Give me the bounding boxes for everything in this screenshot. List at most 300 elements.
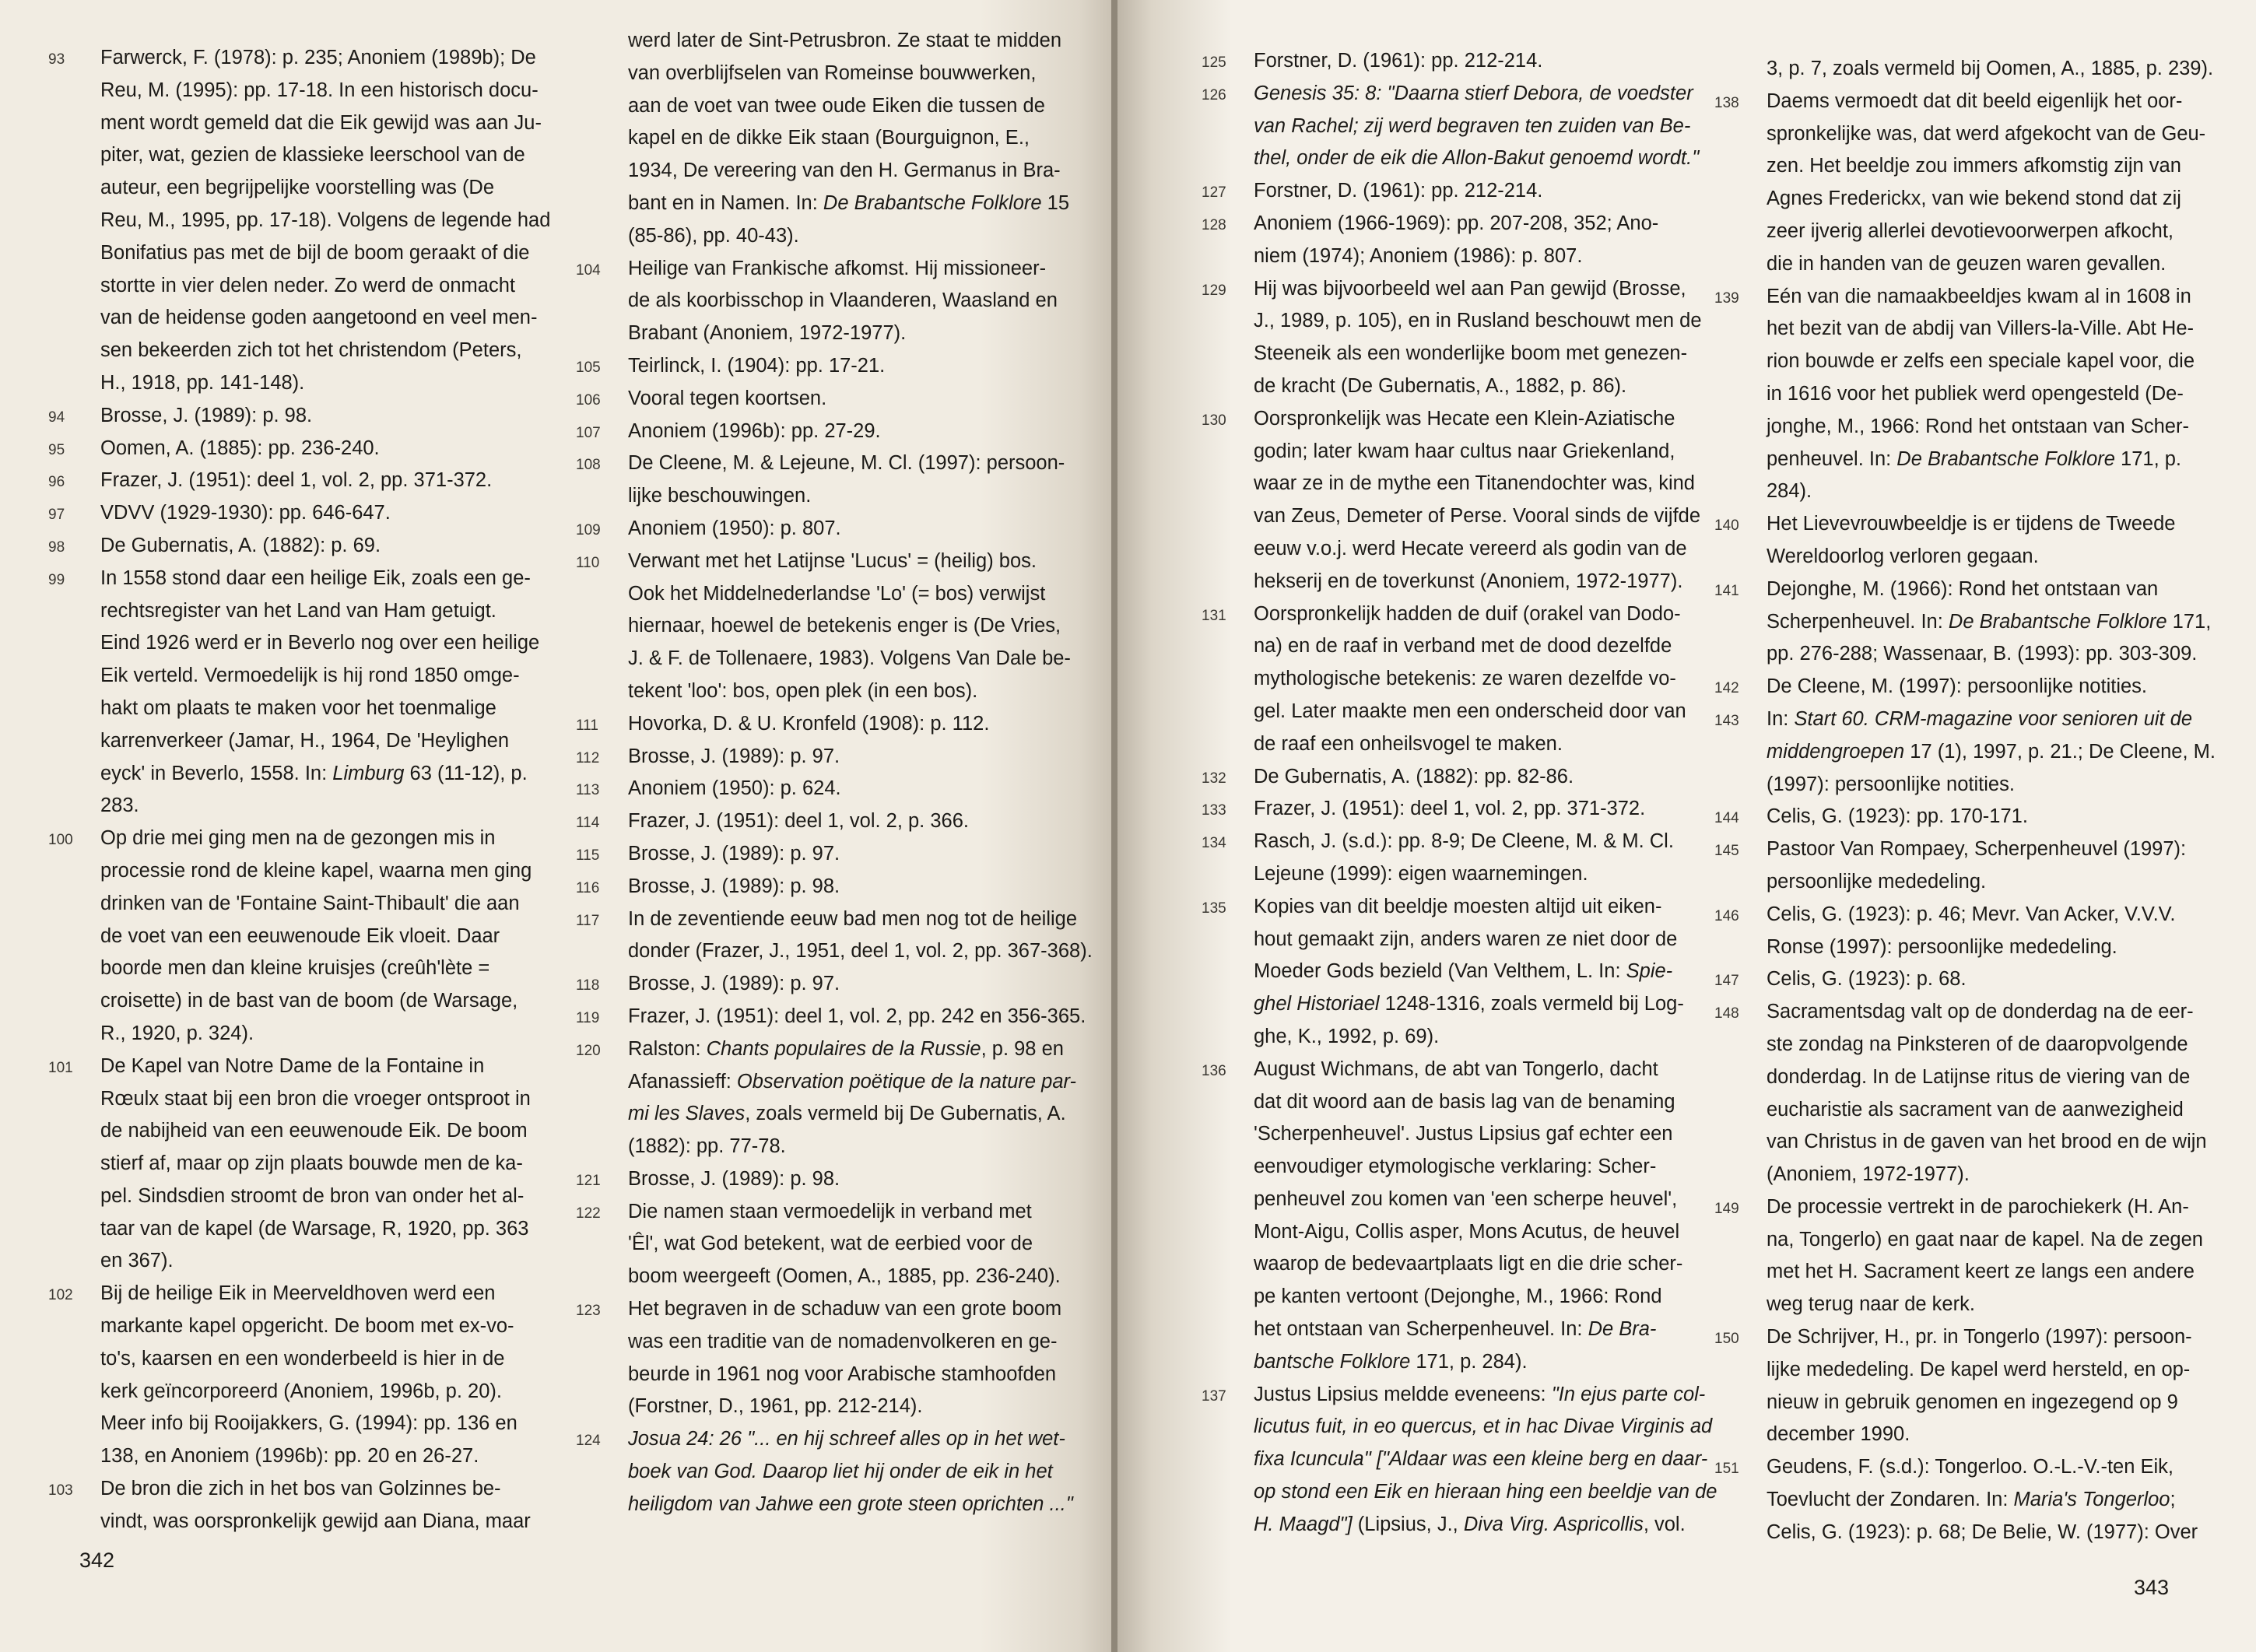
footnote-line: dat dit woord aan de basis lag van de benaming bbox=[1254, 1090, 1675, 1113]
footnote-line: Forstner, D. (1961): pp. 212-214. bbox=[1254, 50, 1543, 72]
footnote bbox=[576, 741, 1058, 773]
footnote-line: Scherpenheuvel. In: De Brabantsche Folklore 171, bbox=[1767, 610, 2212, 633]
footnote-line: De processie vertrekt in de parochiekerk (H. An- bbox=[1767, 1195, 2189, 1218]
footnote-text bbox=[628, 968, 1058, 1001]
footnote-line: stortte in vier delen neder. Zo werd de onmacht bbox=[100, 274, 515, 296]
footnote-line: Sacramentsdag valt op de donderdag na de eer- bbox=[1767, 1001, 2194, 1023]
footnote bbox=[1714, 899, 2189, 964]
footnote-line: donderdag. In de Latijnse ritus de viering van de bbox=[1767, 1065, 2191, 1088]
footnote bbox=[1202, 826, 1700, 891]
footnote-line: Genesis 35: 8: "Daarna stierf Debora, de voedster bbox=[1254, 82, 1693, 104]
footnote-line: mythologische betekenis: ze waren dezelfde vo- bbox=[1254, 668, 1676, 690]
footnote-text bbox=[628, 1423, 1073, 1520]
footnote bbox=[576, 1423, 1073, 1520]
footnote-line: pe kanten vertoont (Dejonghe, M., 1966: Rond bbox=[1254, 1285, 1662, 1308]
footnote-line: gel. Later maakte men een onderscheid door van bbox=[1254, 700, 1686, 722]
footnote bbox=[1714, 508, 2189, 573]
footnote-line: van overblijfselen van Romeinse bouwwerken, bbox=[628, 61, 1037, 84]
footnote bbox=[576, 513, 1058, 545]
footnote-line: Celis, G. (1923): p. 68. bbox=[1767, 968, 1967, 991]
footnote-line: kapel en de dikke Eik staan (Bourguignon, E., bbox=[628, 127, 1030, 149]
left-column-1 bbox=[48, 42, 551, 1538]
footnote-line: Eik verteld. Vermoedelijk is hij rond 1850 omge- bbox=[100, 665, 520, 687]
footnote bbox=[1202, 175, 1700, 208]
footnote-text bbox=[1254, 403, 1700, 598]
footnote-line: aan de voet van twee oude Eiken die tussen de bbox=[628, 94, 1045, 117]
footnote-text bbox=[628, 1001, 1086, 1033]
footnote-number: 111 bbox=[576, 717, 598, 734]
footnote-line: Lejeune (1999): eigen waarnemingen. bbox=[1254, 862, 1588, 885]
footnote-text bbox=[1254, 793, 1700, 826]
footnote-line: J., 1989, p. 105), en in Rusland beschouwt men de bbox=[1254, 310, 1702, 332]
footnote bbox=[576, 1293, 1062, 1423]
footnote-text bbox=[100, 563, 539, 822]
footnote-text bbox=[628, 1196, 1061, 1293]
footnote-line: Reu, M., 1995, pp. 17-18). Volgens de legende had bbox=[100, 209, 551, 231]
footnote-line: lijke mededeling. De kapel werd hersteld, en op- bbox=[1767, 1358, 2191, 1380]
footnote bbox=[1714, 801, 2189, 833]
footnote-line: de voet van een eeuwenoude Eik vloeit. Daar bbox=[100, 924, 500, 947]
footnote-line: De bron die zich in het bos van Golzinnes be- bbox=[100, 1478, 501, 1500]
footnote-line: De Gubernatis, A. (1882): p. 69. bbox=[100, 534, 381, 556]
footnote-line: processie rond de kleine kapel, waarna men ging bbox=[100, 859, 532, 882]
footnote-line: to's, kaarsen en een wonderbeeld is hier in de bbox=[100, 1347, 505, 1370]
footnote-line: 138, en Anoniem (1996b): pp. 20 en 26-27. bbox=[100, 1445, 479, 1468]
footnote-text bbox=[628, 903, 1093, 969]
footnote-line: Brosse, J. (1989): p. 98. bbox=[628, 875, 840, 897]
footnote-text bbox=[100, 1050, 539, 1278]
footnote-line: Frazer, J. (1951): deel 1, vol. 2, p. 366. bbox=[628, 810, 969, 833]
footnote bbox=[1714, 573, 2212, 671]
footnote-line: boom weergeeft (Oomen, A., 1885, pp. 236-240). bbox=[628, 1265, 1061, 1288]
footnote-line: penheuvel. In: De Brabantsche Folklore 171, p. bbox=[1767, 447, 2182, 470]
footnote bbox=[48, 497, 539, 530]
footnote-line: lijke beschouwingen. bbox=[628, 485, 812, 507]
footnote-line: J. & F. de Tollenaere, 1983). Volgens Van Dale be- bbox=[628, 647, 1071, 670]
footnote-line: die in handen van de geuzen waren gevallen. bbox=[1767, 252, 2167, 275]
footnote-text bbox=[628, 253, 1058, 350]
footnote bbox=[1202, 1054, 1700, 1379]
footnote-line: Heilige van Frankische afkomst. Hij missioneer- bbox=[628, 257, 1047, 279]
footnote-line: Frazer, J. (1951): deel 1, vol. 2, pp. 242 en 356-365. bbox=[628, 1005, 1086, 1027]
page-number-left: 342 bbox=[79, 1549, 115, 1572]
footnote-line: Brosse, J. (1989): p. 97. bbox=[628, 842, 840, 865]
footnote-line: Op drie mei ging men na de gezongen mis in bbox=[100, 827, 496, 850]
footnote bbox=[1714, 1191, 2203, 1321]
footnote-number: 135 bbox=[1202, 900, 1226, 917]
footnote-text bbox=[1767, 1451, 2198, 1549]
footnote-line: Hij was bijvoorbeeld wel aan Pan gewijd (Brosse, bbox=[1254, 277, 1686, 300]
footnote-line: fixa Icuncula" ["Aldaar was een kleine berg en daar- bbox=[1254, 1448, 1708, 1471]
footnote-line: werd later de Sint-Petrusbron. Ze staat te midden bbox=[628, 30, 1062, 51]
footnote-line: Kopies van dit beeldje moesten altijd uit eiken- bbox=[1254, 895, 1662, 917]
footnote-line: Anoniem (1966-1969): pp. 207-208, 352; Ano- bbox=[1254, 212, 1659, 234]
footnote-text bbox=[1767, 53, 2214, 86]
footnote-text bbox=[100, 433, 539, 465]
footnote-text bbox=[628, 741, 1058, 773]
footnote-line: thel, onder de eik die Allon-Bakut genoemd wordt." bbox=[1254, 147, 1700, 170]
footnote-line: hekserij en de toverkunst (Anoniem, 1972-1977). bbox=[1254, 570, 1683, 592]
footnote-number: 138 bbox=[1714, 94, 1739, 111]
footnote-line: 3, p. 7, zoals vermeld bij Oomen, A., 1885, p. 239). bbox=[1767, 58, 2214, 79]
footnote-text bbox=[628, 513, 1058, 545]
footnote-line: Dejonghe, M. (1966): Rond het ontstaan van bbox=[1767, 577, 2159, 600]
footnote-line: Frazer, J. (1951): deel 1, vol. 2, pp. 371-372. bbox=[1254, 798, 1646, 820]
footnote bbox=[576, 871, 1058, 903]
footnote-text bbox=[628, 25, 1069, 253]
footnote-line: Vooral tegen koortsen. bbox=[628, 387, 827, 409]
footnote bbox=[1714, 963, 2189, 996]
footnote-text bbox=[628, 545, 1071, 708]
footnote bbox=[48, 822, 539, 1050]
footnote-line: op stond een Eik en hieraan hing een beeldje van de bbox=[1254, 1481, 1717, 1503]
footnote bbox=[576, 1196, 1061, 1293]
footnote bbox=[1714, 86, 2206, 281]
footnote-line: van Christus in de gaven van het brood en de wijn bbox=[1767, 1131, 2207, 1153]
footnote-line: drinken van de 'Fontaine Saint-Thibault' die aan bbox=[100, 892, 520, 914]
footnote-text bbox=[628, 1033, 1077, 1163]
footnote-line: van de heidense goden aangetoond en veel men- bbox=[100, 307, 538, 329]
footnote-number: 113 bbox=[576, 782, 600, 799]
footnote-line: Anoniem (1950): p. 807. bbox=[628, 517, 841, 539]
footnote-line: Brosse, J. (1989): p. 97. bbox=[628, 973, 840, 995]
footnote-line: De Gubernatis, A. (1882): pp. 82-86. bbox=[1254, 765, 1574, 787]
footnote-line: (Forstner, D., 1961, pp. 212-214). bbox=[628, 1395, 923, 1418]
footnote-number: 119 bbox=[576, 1009, 600, 1026]
footnote-line: met het H. Sacrament keert ze langs een andere bbox=[1767, 1261, 2195, 1283]
footnote-line: weg terug naar de kerk. bbox=[1767, 1293, 1975, 1316]
footnote-number: 106 bbox=[576, 391, 601, 409]
footnote bbox=[576, 416, 1058, 448]
footnote-text bbox=[1254, 208, 1700, 273]
footnote-line: R., 1920, p. 324). bbox=[100, 1022, 254, 1044]
footnote-line: Bonifatius pas met de bijl de boom geraakt of die bbox=[100, 241, 530, 264]
footnote-line: de kracht (De Gubernatis, A., 1882, p. 86). bbox=[1254, 374, 1627, 397]
footnote bbox=[576, 1033, 1077, 1163]
footnote bbox=[1202, 761, 1700, 794]
footnote-number: 134 bbox=[1202, 835, 1226, 852]
footnote-number: 144 bbox=[1714, 810, 1739, 827]
footnote bbox=[576, 968, 1058, 1001]
footnote-line: De Cleene, M. & Lejeune, M. Cl. (1997): persoon- bbox=[628, 452, 1065, 475]
footnote-number: 150 bbox=[1714, 1331, 1739, 1348]
footnote-line: In 1558 stond daar een heilige Eik, zoals een ge- bbox=[100, 566, 531, 589]
footnote-text bbox=[100, 497, 539, 530]
footnote-text bbox=[628, 708, 1058, 741]
footnote-line: eeuw v.o.j. werd Hecate vereerd als godin van de bbox=[1254, 537, 1687, 559]
footnote bbox=[1714, 281, 2195, 509]
footnote-line: Steeneik als een wonderlijke boom met genezen- bbox=[1254, 342, 1688, 365]
footnote-number: 137 bbox=[1202, 1387, 1226, 1405]
footnote bbox=[576, 253, 1058, 350]
footnote-line: stierf af, maar op zijn plaats bouwde men de ka- bbox=[100, 1152, 523, 1175]
right-column-1 bbox=[1202, 45, 1717, 1542]
footnote-text bbox=[628, 350, 1058, 383]
footnote-line: bantsche Folklore 171, p. 284). bbox=[1254, 1350, 1528, 1373]
footnote-line: taar van de kapel (de Warsage, R, 1920, pp. 363 bbox=[100, 1217, 529, 1240]
footnote bbox=[576, 1001, 1086, 1033]
footnote-number: 96 bbox=[48, 474, 65, 491]
footnote-text bbox=[100, 42, 551, 400]
footnote-line: rechtsregister van het Land van Ham getuigt. bbox=[100, 599, 496, 622]
footnote-number: 107 bbox=[576, 424, 601, 441]
footnote-text bbox=[628, 871, 1058, 903]
footnote-line: 1934, De vereering van den H. Germanus in Bra- bbox=[628, 160, 1061, 182]
footnote-number: 112 bbox=[576, 749, 600, 766]
footnote bbox=[1202, 208, 1700, 273]
footnote-line: beurde in 1961 nog voor Arabische stamhoofden bbox=[628, 1363, 1057, 1385]
footnote-line: na) en de raaf in verband met de dood dezelfde bbox=[1254, 635, 1672, 658]
footnote-number: 132 bbox=[1202, 770, 1226, 787]
footnote-line: van Rachel; zij werd begraven ten zuiden van Be- bbox=[1254, 114, 1691, 137]
footnote-line: Bij de heilige Eik in Meerveldhoven werd een bbox=[100, 1282, 496, 1305]
footnote-line: August Wichmans, de abt van Tongerlo, dacht bbox=[1254, 1057, 1658, 1080]
footnote-number: 127 bbox=[1202, 184, 1226, 202]
footnote bbox=[48, 1473, 539, 1538]
footnote-line: Reu, M. (1995): pp. 17-18. In een historisch docu- bbox=[100, 79, 539, 101]
footnote-line: pel. Sindsdien stroomt de bron van onder het al- bbox=[100, 1184, 525, 1207]
footnote-line: Die namen staan vermoedelijk in verband met bbox=[628, 1200, 1032, 1222]
footnote-line: Brosse, J. (1989): p. 97. bbox=[628, 745, 840, 767]
footnote-number: 110 bbox=[576, 554, 600, 571]
footnote bbox=[1714, 703, 2216, 801]
footnote bbox=[1202, 273, 1700, 403]
footnote bbox=[1202, 598, 1700, 761]
footnote bbox=[576, 1163, 1058, 1196]
footnote-text bbox=[100, 1278, 539, 1473]
footnote-text bbox=[1254, 78, 1700, 175]
footnote-line: karrenverkeer (Jamar, H., 1964, De 'Heylighen bbox=[100, 729, 510, 752]
footnote-line: Pastoor Van Rompaey, Scherpenheuvel (1997): bbox=[1767, 838, 2187, 861]
footnote-text bbox=[1254, 1054, 1700, 1379]
footnote-number: 151 bbox=[1714, 1461, 1739, 1478]
footnote-line: penheuvel zou komen van 'een scherpe heuvel', bbox=[1254, 1187, 1678, 1210]
footnote-text bbox=[628, 1293, 1062, 1423]
right-column-2 bbox=[1714, 53, 2216, 1549]
footnote-line: Justus Lipsius meldde eveneens: "In ejus parte col- bbox=[1254, 1383, 1706, 1405]
footnote-number: 122 bbox=[576, 1205, 601, 1222]
footnote-line: Daems vermoedt dat dit beeld eigenlijk het oor- bbox=[1767, 89, 2183, 112]
footnote-line: De Cleene, M. (1997): persoonlijke notities. bbox=[1767, 675, 2147, 698]
footnote-text bbox=[1767, 833, 2189, 899]
footnote-line: Moeder Gods bezield (Van Velthem, L. In: Spie- bbox=[1254, 960, 1673, 983]
footnote-line: in 1616 voor het publiek werd opengesteld (De- bbox=[1767, 382, 2184, 405]
footnote-number: 114 bbox=[576, 815, 600, 832]
footnote-line: VDVV (1929-1930): pp. 646-647. bbox=[100, 502, 391, 524]
footnote-line: jonghe, M., 1966: Rond het ontstaan van Scher- bbox=[1767, 415, 2189, 437]
footnote bbox=[1202, 891, 1700, 1054]
footnote-line: 284). bbox=[1767, 480, 1812, 503]
footnote-line: Brabant (Anoniem, 1972-1977). bbox=[628, 322, 907, 345]
footnote-text bbox=[1254, 45, 1700, 78]
footnote bbox=[1714, 833, 2189, 899]
footnote-text bbox=[1767, 899, 2189, 964]
footnote-number: 140 bbox=[1714, 517, 1739, 535]
footnote-text bbox=[1254, 273, 1700, 403]
footnote-line: Agnes Frederickx, van wie bekend stond dat zij bbox=[1767, 188, 2181, 210]
footnote-line: Het Lievevrouwbeeldje is er tijdens de Tweede bbox=[1767, 513, 2176, 535]
footnote bbox=[48, 400, 539, 433]
footnote-number: 129 bbox=[1202, 282, 1226, 299]
footnote bbox=[576, 447, 1065, 513]
footnote-number: 108 bbox=[576, 457, 601, 474]
footnote-line: Rasch, J. (s.d.): pp. 8-9; De Cleene, M. & M. Cl. bbox=[1254, 830, 1674, 853]
footnote-line: waar ze in de mythe een Titanendochter was, kind bbox=[1254, 472, 1695, 495]
footnote-number: 141 bbox=[1714, 582, 1739, 599]
footnote-line: niem (1974); Anoniem (1986): p. 807. bbox=[1254, 244, 1583, 267]
footnote bbox=[48, 1050, 539, 1278]
footnote-number: 93 bbox=[48, 51, 65, 68]
footnote-text bbox=[1767, 996, 2207, 1191]
footnote-number: 103 bbox=[48, 1482, 73, 1499]
footnote-line: zen. Het beeldje zou immers afkomstig zijn van bbox=[1767, 155, 2181, 177]
footnote bbox=[576, 708, 1058, 741]
footnote-line: kerk geïncorporeerd (Anoniem, 1996b, p. 20). bbox=[100, 1380, 502, 1402]
footnote-line: Frazer, J. (1951): deel 1, vol. 2, pp. 371-372. bbox=[100, 469, 493, 492]
footnote-text bbox=[628, 805, 1058, 838]
footnote-line: godin; later kwam haar cultus naar Griekenland, bbox=[1254, 440, 1675, 462]
footnote-line: de raaf een onheilsvogel te maken. bbox=[1254, 732, 1563, 755]
footnote-number: 124 bbox=[576, 1433, 601, 1450]
footnote bbox=[576, 350, 1058, 383]
footnote bbox=[576, 903, 1093, 969]
footnote-number: 128 bbox=[1202, 216, 1226, 233]
footnote-line: Het begraven in de schaduw van een grote boom bbox=[628, 1298, 1062, 1321]
footnote-text bbox=[628, 838, 1058, 871]
left-column-2 bbox=[576, 25, 1093, 1521]
footnote-number: 123 bbox=[576, 1303, 601, 1320]
footnote-line: eyck' in Beverlo, 1558. In: Limburg 63 (11-12), p. bbox=[100, 762, 528, 784]
footnote-number: 146 bbox=[1714, 907, 1739, 924]
footnote-line: Hovorka, D. & U. Kronfeld (1908): p. 112. bbox=[628, 712, 990, 735]
footnote-number: 130 bbox=[1202, 412, 1226, 429]
footnote bbox=[1202, 1379, 1717, 1542]
footnote-number: 126 bbox=[1202, 86, 1226, 103]
footnote-line: Oomen, A. (1885): pp. 236-240. bbox=[100, 437, 380, 459]
footnote-text bbox=[1254, 826, 1700, 891]
footnote-text bbox=[628, 447, 1065, 513]
footnote-text bbox=[1767, 86, 2206, 281]
footnote-number: 97 bbox=[48, 507, 65, 524]
footnote-number: 99 bbox=[48, 571, 65, 588]
footnote bbox=[48, 465, 539, 497]
footnote-line: H. Maagd"] (Lipsius, J., Diva Virg. Aspricollis, vol. bbox=[1254, 1513, 1686, 1535]
footnote-line: ghel Historiael 1248-1316, zoals vermeld bij Log- bbox=[1254, 993, 1684, 1015]
footnote-line: Ook het Middelnederlandse 'Lo' (= bos) verwijst bbox=[628, 582, 1046, 605]
footnote bbox=[576, 545, 1071, 708]
footnote-line: ste zondag na Pinksteren of de daaropvolgende bbox=[1767, 1033, 2188, 1055]
footnote-line: Forstner, D. (1961): pp. 212-214. bbox=[1254, 180, 1543, 202]
footnote-line: Farwerck, F. (1978): p. 235; Anoniem (1989b); De bbox=[100, 47, 536, 68]
footnote-text bbox=[1767, 671, 2189, 703]
footnote-line: Eind 1926 werd er in Beverlo nog over een heilige bbox=[100, 632, 540, 654]
footnote-number: 136 bbox=[1202, 1062, 1226, 1079]
footnote-line: nieuw in gebruik genomen en ingezegend op 9 bbox=[1767, 1391, 2178, 1413]
footnote-line: heiligdom van Jahwe een grote steen oprichten ..." bbox=[628, 1492, 1073, 1515]
footnote-number: 148 bbox=[1714, 1005, 1739, 1022]
footnote-line: croisette) in de bast van de boom (de Warsage, bbox=[100, 990, 518, 1012]
footnote-line: donder (Frazer, J., 1951, deel 1, vol. 2, pp. 367-368). bbox=[628, 940, 1093, 963]
footnote-line: de als koorbisschop in Vlaanderen, Waasland en bbox=[628, 289, 1058, 312]
footnote bbox=[576, 838, 1058, 871]
footnote-line: Brosse, J. (1989): p. 98. bbox=[100, 404, 313, 426]
footnote-text bbox=[1767, 963, 2189, 996]
footnote-text bbox=[1767, 281, 2195, 509]
footnote-text bbox=[1767, 1321, 2192, 1451]
footnote-line: mi les Slaves, zoals vermeld bij De Gubernatis, A. bbox=[628, 1103, 1066, 1125]
footnote-line: (85-86), pp. 40-43). bbox=[628, 224, 799, 247]
footnote-line: In: Start 60. CRM-magazine voor senioren uit de bbox=[1767, 707, 2193, 730]
footnote-line: vindt, was oorspronkelijk gewijd aan Diana, maar bbox=[100, 1510, 531, 1532]
footnote-text bbox=[100, 530, 539, 563]
footnote-line: Afanassieff: Observation poëtique de la nature par- bbox=[628, 1070, 1077, 1093]
footnote bbox=[1714, 53, 2214, 86]
footnote-number: 109 bbox=[576, 521, 601, 538]
footnote-number: 131 bbox=[1202, 607, 1226, 624]
footnote-number: 120 bbox=[576, 1042, 601, 1059]
footnote-line: (Anoniem, 1972-1977). bbox=[1767, 1163, 1970, 1186]
footnote-text bbox=[1767, 1191, 2203, 1321]
footnote bbox=[48, 530, 539, 563]
footnote bbox=[1714, 671, 2189, 703]
footnote-number: 139 bbox=[1714, 289, 1739, 307]
footnote-line: hakt om plaats te maken voor het toenmalige bbox=[100, 696, 496, 719]
footnote-text bbox=[1254, 175, 1700, 208]
footnote-line: tekent 'loo': bos, open plek (in een bos). bbox=[628, 679, 978, 702]
footnote bbox=[1714, 1321, 2192, 1451]
footnote-number: 95 bbox=[48, 441, 65, 458]
right-page bbox=[1117, 0, 2256, 1652]
footnote bbox=[48, 563, 539, 822]
footnote-line: Wereldoorlog verloren gegaan. bbox=[1767, 545, 2039, 567]
footnote-text bbox=[628, 773, 1058, 805]
footnote-line: hout gemaakt zijn, anders waren ze niet door de bbox=[1254, 928, 1678, 950]
footnote bbox=[576, 25, 1069, 253]
footnote-number: 133 bbox=[1202, 802, 1226, 819]
footnote-line: Oorspronkelijk was Hecate een Klein-Aziatische bbox=[1254, 407, 1675, 430]
footnote bbox=[1202, 403, 1700, 598]
footnote-line: Geudens, F. (s.d.): Tongerloo. O.-L.-V.-ten Eik, bbox=[1767, 1456, 2174, 1478]
footnote-line: het bezit van de abdij van Villers-la-Ville. Abt He- bbox=[1767, 317, 2195, 340]
footnote-line: december 1990. bbox=[1767, 1423, 1910, 1446]
page-number-right: 343 bbox=[2134, 1576, 2170, 1599]
footnote-line: Anoniem (1950): p. 624. bbox=[628, 777, 841, 800]
footnote-text bbox=[100, 465, 539, 497]
footnote-line: (1997): persoonlijke notities. bbox=[1767, 773, 2015, 795]
footnote-line: spronkelijke was, dat werd afgekocht van de Geu- bbox=[1767, 122, 2206, 145]
left-page bbox=[0, 0, 1113, 1652]
footnote bbox=[576, 805, 1058, 838]
footnote-line: bant en in Namen. In: De Brabantsche Folklore 15 bbox=[628, 191, 1069, 214]
footnote-line: zeer ijverig allerlei devotievoorwerpen afkocht, bbox=[1767, 219, 2174, 242]
footnote bbox=[576, 383, 1058, 416]
footnote-line: Josua 24: 26 "... en hij schreef alles op in het wet- bbox=[628, 1428, 1065, 1450]
footnote-line: (1882): pp. 77-78. bbox=[628, 1135, 786, 1158]
footnote-number: 116 bbox=[576, 879, 600, 896]
footnote-text bbox=[100, 822, 539, 1050]
footnote-line: Brosse, J. (1989): p. 98. bbox=[628, 1167, 840, 1190]
footnote bbox=[576, 773, 1058, 805]
footnote-line: licutus fuit, in eo quercus, et in hac Divae Virginis ad bbox=[1254, 1415, 1713, 1438]
footnote-line: Anoniem (1996b): pp. 27-29. bbox=[628, 419, 881, 442]
footnote-number: 121 bbox=[576, 1172, 601, 1189]
footnote-line: H., 1918, pp. 141-148). bbox=[100, 371, 305, 394]
footnote bbox=[48, 433, 539, 465]
footnote-line: De Schrijver, H., pr. in Tongerlo (1997): persoon- bbox=[1767, 1326, 2192, 1349]
footnote-line: piter, wat, gezien de klassieke leerschool van de bbox=[100, 144, 525, 167]
footnote-line: middengroepen 17 (1), 1997, p. 21.; De Cleene, M. bbox=[1767, 740, 2216, 763]
footnote-line: het ontstaan van Scherpenheuvel. In: De Bra- bbox=[1254, 1318, 1657, 1341]
